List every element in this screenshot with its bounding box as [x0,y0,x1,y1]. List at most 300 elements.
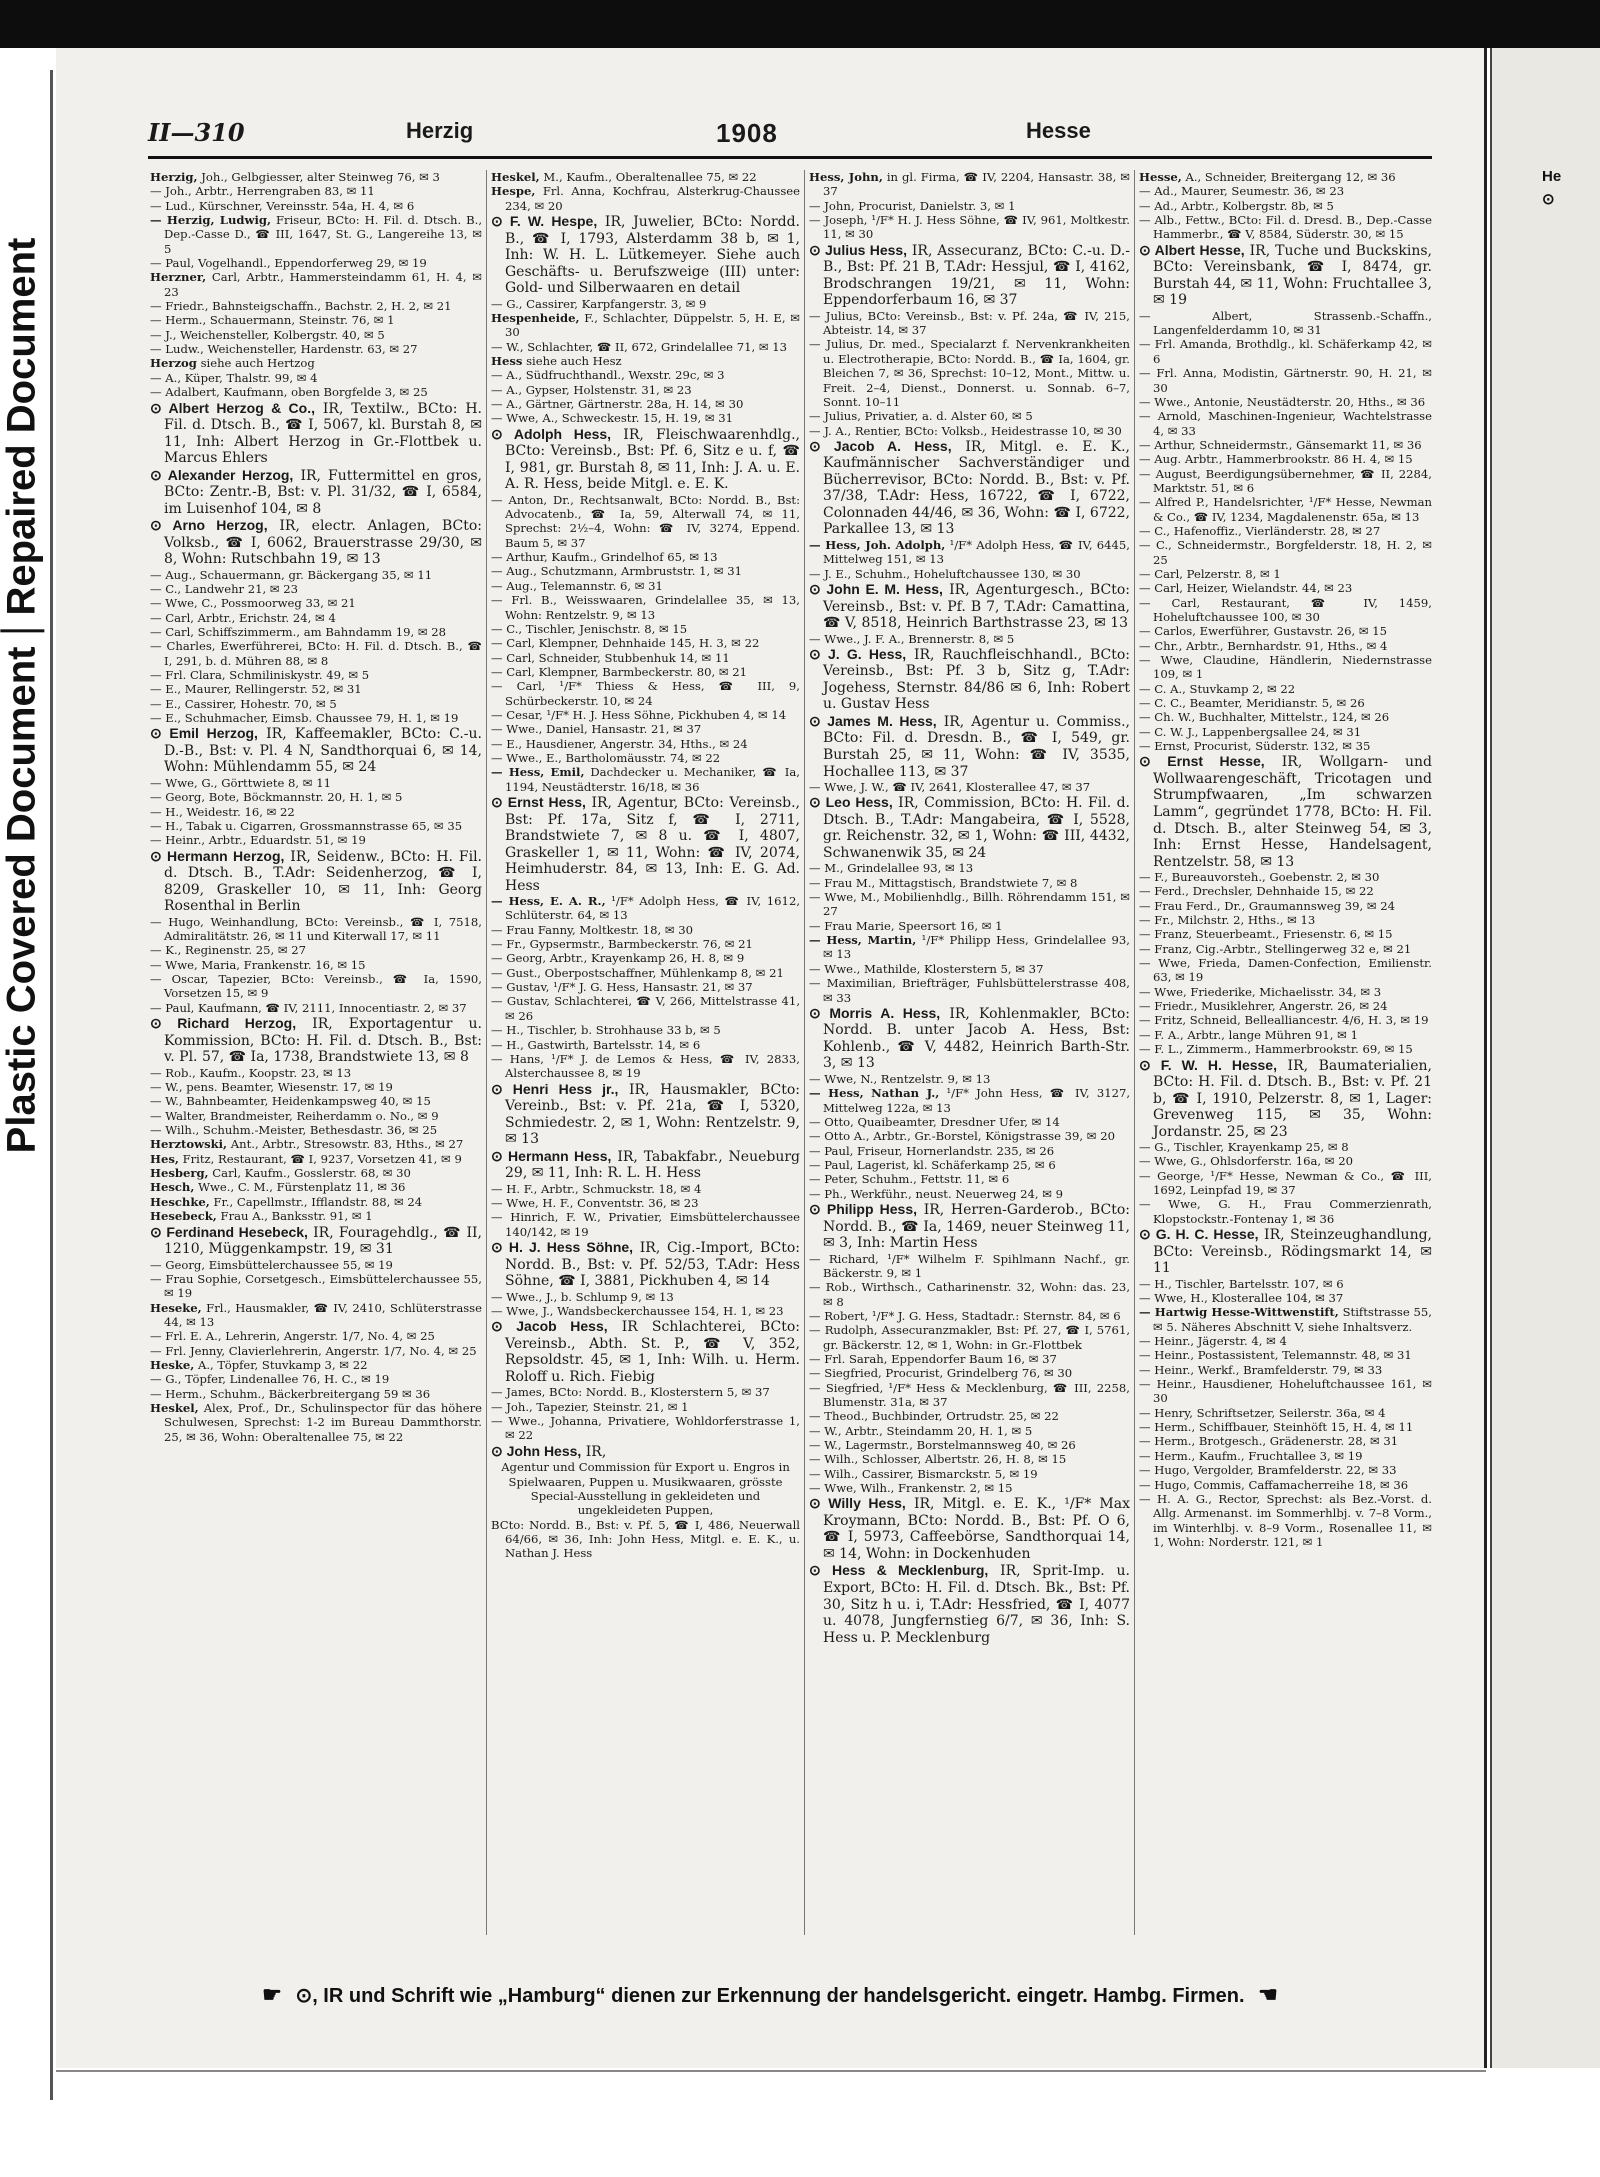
directory-entry [491,765,800,794]
directory-entry [150,725,482,776]
entry-text: — Carlos, Ewerführer, Gustavstr. 26, ✉ 15 [1139,624,1387,639]
entry-text: — Maximilian, Briefträger, Fuhlsbüttelerstrasse 408, ✉ 33 [809,976,1130,1005]
directory-entry [491,894,800,923]
entry-name: ⊙ Julius Hess, [809,241,908,258]
column-4 [1134,170,1436,1935]
entry-name: ⊙ Emil Herzog, [150,725,258,742]
entry-text: — H. A. G., Rector, Sprechst: als Bez.-Vorst. d. Allg. Armenanst. im Sommerhlbj. v. 7–8 Vorm., im Winterhlbj. v. 8–9 Vorm., Rosenallee 11, ✉ 1, Wohn: Norderstr. 121, ✉ 1 [1139,1491,1432,1549]
entry-text: — J., Weichensteller, Kolbergstr. 40, ✉ 5 [150,327,385,342]
directory-entry [809,337,1130,409]
entry-text: — W., pens. Beamter, Wiesenstr. 17, ✉ 19 [150,1080,393,1095]
directory-entry [491,340,800,354]
entry-text: — Robert, ¹/F* J. G. Hess, Stadtadr.: Sternstr. 84, ✉ 6 [809,1308,1121,1323]
entry-text: IR, Tabakfabr., Neueburg 29, ✉ 11, Inh: R. L. H. Hess [505,1148,801,1182]
entry-text: — Wwe., Mathilde, Klosterstern 5, ✉ 37 [809,961,1044,976]
directory-entry [1139,1013,1432,1027]
entry-text: — Paul, Vogelhandl., Eppendorferweg 29, ✉ 19 [150,256,427,271]
entry-text: — Gustav, ¹/F* J. G. Hess, Hansastr. 21, ✉ 37 [491,980,753,995]
entry-text: — E., Cassirer, Hohestr. 70, ✉ 5 [150,696,337,711]
entry-name: — Herzig, Ludwig, [150,213,272,228]
entry-text: — M., Grindelallee 93, ✉ 13 [809,861,974,876]
entry-text: — H. F., Arbtr., Schmuckstr. 18, ✉ 4 [491,1181,702,1196]
directory-entry [150,1209,482,1223]
entry-name: ⊙ Jacob A. Hess, [809,437,952,454]
directory-entry [809,581,1130,632]
entry-name: Hesberg, [150,1166,209,1181]
directory-entry [150,1329,482,1343]
directory-entry [150,1224,482,1258]
entry-text: — H., Weidestr. 16, ✉ 22 [150,804,295,819]
entry-text: A., Töpfer, Stuvkamp 3, ✉ 22 [198,1357,368,1372]
directory-entry [809,424,1130,438]
entry-text: IR, Baumaterialien, BCto: H. Fil. d. Dtsch. B., Bst: v. Pf. 21 b, ☎ I, 1910, Pelzerstr. 8, ✉ 1, Lager: Grevenweg 115, ✉ 35, Wohn: Jordanstr. 25, ✉ 23 [1153,1057,1433,1140]
directory-entry [491,1460,800,1517]
entry-text: Carl, Kaufm., Gosslerstr. 68, ✉ 30 [212,1166,411,1181]
entry-text: — Heinr., Hausdiener, Hoheluftchaussee 161, ✉ 30 [1139,1377,1432,1406]
directory-entry [809,962,1130,976]
entry-text: — Wwe, H. F., Conventstr. 36, ✉ 23 [491,1195,699,1210]
entry-text: — Frl. B., Weisswaaren, Grindelallee 35, ✉ 13, Wohn: Rentzelstr. 9, ✉ 13 [491,593,800,622]
directory-entry [150,467,482,518]
directory-entry [1139,581,1432,595]
directory-entry [1139,1154,1432,1168]
entry-text: — Wwe, G. H., Frau Commerzienrath, Klopstockstr.-Fontenay 1, ✉ 36 [1139,1197,1432,1226]
entry-name: Hesebeck, [150,1209,217,1224]
entry-text: — Aug., Telemannstr. 6, ✉ 31 [491,578,663,593]
directory-entry [150,582,482,596]
page-footer [56,1982,1484,2016]
entry-text: — Joseph, ¹/F* H. J. Hess Söhne, ☎ IV, 961, Moltkestr. 11, ✉ 30 [809,213,1130,242]
entry-text: — Wwe, C., Possmoorweg 33, ✉ 21 [150,596,356,611]
entry-name: Heschke, [150,1194,210,1209]
entry-name: ⊙ Leo Hess, [809,794,893,811]
entry-text: — Oscar, Tapezier, BCto: Vereinsb., ☎ Ia, 1590, Vorsetzen 15, ✉ 9 [150,972,482,1001]
directory-entry [150,256,482,270]
entry-name: ⊙ Philipp Hess, [809,1201,918,1218]
directory-entry [1139,653,1432,682]
directory-entry [491,311,800,340]
entry-text: — J. E., Schuhm., Hoheluftchaussee 130, ✉ 30 [809,566,1081,581]
entry-text: Frau A., Banksstr. 91, ✉ 1 [220,1209,373,1224]
directory-entry [150,1344,482,1358]
entry-text: IR, Fouragehdlg., ☎ II, 1210, Müggenkampstr. 19, ✉ 31 [164,1224,482,1258]
entry-text: — Arthur, Schneidermstr., Gänsemarkt 11, ✉ 36 [1139,437,1422,452]
directory-entry [1139,1140,1432,1154]
directory-entry [809,890,1130,919]
directory-entry [491,1023,800,1037]
entry-text: — Adalbert, Kaufmann, oben Borgfelde 3, ✉ 25 [150,385,428,400]
column-1 [146,170,486,1935]
directory-entry [1139,1363,1432,1377]
directory-entry [491,1081,800,1148]
entry-text: — Aug., Schutzmann, Armbruststr. 1, ✉ 31 [491,564,743,579]
entry-name: — Hess, E. A. R., [491,894,606,909]
entry-text: — W., Schlachter, ☎ II, 672, Grindelallee 71, ✉ 13 [491,339,788,354]
directory-entry [150,1301,482,1330]
entry-text: — Rob., Kaufm., Koopstr. 23, ✉ 13 [150,1065,352,1080]
entry-text: — Fr., Milchstr. 2, Hths., ✉ 13 [1139,913,1316,928]
entry-text: — Heinr., Jägerstr. 4, ✉ 4 [1139,1334,1287,1349]
entry-text: — C., Schneidermstr., Borgfelderstr. 18, H. 2, ✉ 25 [1139,538,1432,567]
directory-entry [150,1137,482,1151]
header-year: 1908 [716,118,778,148]
entry-text: — Gustav, Schlachterei, ☎ V, 266, Mittelstrasse 41, ✉ 26 [491,994,800,1023]
entry-name: ⊙ James M. Hess, [809,712,937,729]
entry-text: IR, Hausmakler, BCto: Vereinb., Bst: v. Pf. 21a, ☎ I, 5320, Schmiedestr. 2, ✉ 1, Wohn: Rentzelstr. 9, ✉ 13 [505,1081,801,1148]
entry-name: ⊙ Richard Herzog, [150,1015,297,1032]
directory-entry [809,1115,1130,1129]
entry-text: — G., Cassirer, Karpfangerstr. 3, ✉ 9 [491,296,707,311]
entry-text: IR, Seidenw., BCto: H. Fil. d. Dtsch. B., T.Adr: Seidenherzog, ☎ I, 8209, Graskeller 10, ✉ 11, Inh: Georg Rosenthal in Berlin [164,848,483,915]
directory-entry [150,517,482,568]
scanner-border [0,0,1600,48]
entry-text: IR, Steinzeughandlung, BCto: Vereinsb., Rödingsmarkt 14, ✉ 11 [1153,1227,1432,1277]
directory-entry [1139,1420,1432,1434]
entry-text: — Frau Sophie, Corsetgesch., Eimsbüttelerchaussee 55, ✉ 19 [150,1271,482,1301]
entry-text: — Carl, Restaurant, ☎ IV, 1459, Hoheluftchaussee 100, ✉ 30 [1139,595,1432,624]
entry-name: — Hess, Emil, [491,765,585,780]
entry-name: ⊙ John Hess, [491,1442,582,1459]
entry-text: — Friedr., Bahnsteigschaffn., Bachstr. 2, H. 2, ✉ 21 [150,299,452,314]
directory-entry [1139,1057,1432,1141]
directory-entry [150,805,482,819]
directory-entry [491,1518,800,1561]
directory-entry [150,848,482,915]
entry-text: — Ludw., Weichensteller, Hardenstr. 63, ✉ 27 [150,342,418,357]
entry-text: IR, Agenturgesch., BCto: Vereinsb., Bst: v. Pf. B 7, T.Adr: Camattina, ☎ V, 8518, Heinrich Barthstrasse 23, ✉ 13 [823,582,1130,632]
entry-text: — Fr., Gypsermstr., Barmbeckerstr. 76, ✉ 21 [491,937,753,952]
entry-text: IR, Assecuranz, BCto: C.-u. D.-B., Bst: Pf. 21 B, T.Adr: Hessjul, ☎ I, 4162, Brodschrangen 19/21, ✉ 11, Wohn: Eppendorferbaum 16, ✉ 37 [823,242,1131,309]
entry-text: — Wwe., J. F. A., Brennerstr. 8, ✉ 5 [809,631,1015,646]
footer-text: ⊙, IR und Schrift wie „Hamburg“ dienen zur Erkennung der handelsgericht. eingetr. Hambg. Firmen. [295,1985,1245,2007]
directory-entry [150,790,482,804]
directory-entry [1139,753,1432,870]
directory-entry [809,1144,1130,1158]
directory-entry [809,1381,1130,1410]
directory-entry [491,170,800,184]
directory-entry [1139,309,1432,338]
entry-text: IR, Cig.-Import, BCto: Nordd. B., Bst: v. Pf. 52/53, T.Adr: Hess Söhne, ☎ I, 3881, Pickhuben 4, ✉ 14 [505,1240,801,1290]
header-left-word: Herzig [406,118,474,143]
directory-entry [1139,1334,1432,1348]
entry-text: — Wwe, J. W., ☎ IV, 2641, Klosterallee 47, ✉ 37 [809,780,1091,795]
directory-entry [809,409,1130,423]
directory-entry [491,383,800,397]
entry-text: — Ferd., Drechsler, Dehnhaide 15, ✉ 22 [1139,884,1374,899]
entry-name: ⊙ Willy Hess, [809,1495,906,1512]
directory-entry [809,1129,1130,1143]
entry-text: — Ch. W., Buchhalter, Mittelstr., 124, ✉ 26 [1139,710,1390,725]
directory-entry [491,751,800,765]
page-header [56,118,1484,158]
entry-text: — Wwe., Antonie, Neustädterstr. 20, Hths., ✉ 36 [1139,394,1426,409]
entry-text: — K., Reginenstr. 25, ✉ 27 [150,943,307,958]
directory-entry [809,780,1130,794]
directory-entry [809,646,1130,713]
directory-entry [150,371,482,385]
entry-name: Hess [491,353,523,368]
entry-name: ⊙ G. H. C. Hesse, [1139,1226,1259,1243]
entry-text: — W., Bahnbeamter, Heidenkampsweg 40, ✉ 15 [150,1094,431,1109]
entry-text: — Ph., Werkführ., neust. Neuerweg 24, ✉ 9 [809,1186,1063,1201]
entry-text: — Wwe., E., Bartholomäusstr. 74, ✉ 22 [491,750,721,765]
directory-entry [1139,538,1432,567]
entry-text: — Anton, Dr., Rechtsanwalt, BCto: Nordd. B., Bst: Advocatenb., ☎ Ia, 59, Alterwall 74, ✉ 11, Sprechst: 2½–4, Wohn: ☎ IV, 3274, Eppend. Baum 5, ✉ 37 [491,492,800,550]
entry-text: — Carl, Schiffszimmerm., am Bahndamm 19, ✉ 28 [150,625,446,640]
directory-entry [809,438,1130,538]
entry-text: — Hans, ¹/F* J. de Lemos & Hess, ☎ IV, 2833, Alsterchaussee 8, ✉ 19 [491,1051,800,1081]
directory-entry [809,861,1130,875]
entry-text: — Wilh., Schuhm.-Meister, Bethesdastr. 36, ✉ 25 [150,1123,438,1138]
directory-entry [491,1038,800,1052]
directory-entry [1139,409,1432,438]
entry-name: ⊙ John E. M. Hess, [809,581,943,597]
entry-text: siehe auch Hesz [526,353,622,368]
entry-text: — E., Schuhmacher, Eimsb. Chaussee 79, H. 1, ✉ 19 [150,711,459,726]
directory-entry [1139,452,1432,466]
entry-text: — Heinr., Postassistent, Telemannstr. 48, ✉ 31 [1139,1348,1412,1363]
entry-name: ⊙ Alexander Herzog, [150,466,294,483]
entry-text: IR, Agentur, BCto: Vereinsb., Bst: Pf. 17a, Sitz f, ☎ I, 2711, Brandstwiete 7, ✉ 8 u. ☎ I, 4807, Graskeller 1, ✉ 11, Wohn: ☎ IV, 2074, Heimhuderstr. 84, ✉ 13, Inh: E. G. Ad. Hess [505,794,801,894]
entry-text: — G., Tischler, Krayenkamp 25, ✉ 8 [1139,1140,1349,1155]
directory-entry [1139,1197,1432,1226]
entry-text: — J. A., Rentier, BCto: Volksb., Heidestrasse 10, ✉ 30 [809,423,1122,438]
entry-text: — Richard, ¹/F* Wilhelm F. Spihlmann Nachf., gr. Bäckerstr. 9, ✉ 1 [809,1251,1130,1280]
directory-entry [491,368,800,382]
directory-entry [491,426,800,493]
entry-text: A., Schneider, Breitergang 12, ✉ 36 [1185,170,1396,184]
directory-entry [491,564,800,578]
entry-name: ⊙ Hermann Herzog, [150,847,285,864]
entry-name: — Hess, Joh. Adolph, [809,537,946,552]
directory-entry [491,397,800,411]
side-label-divider [0,629,44,632]
directory-entry [809,933,1130,962]
entry-text: IR, [585,1443,607,1460]
entry-name: ⊙ H. J. Hess Söhne, [491,1239,634,1256]
entry-text: — Frl. Sarah, Eppendorfer Baum 16, ✉ 37 [809,1351,1057,1366]
entry-text: — Wwe., Johanna, Privatiere, Wohldorferstrasse 1, ✉ 22 [491,1414,800,1443]
entry-text: IR, Mitgl. e. E. K., ¹/F* Max Kroymann, BCto: Nordd. B., Bst: Pf. O 6, ☎ I, 5973, Caffeebörse, Sandthorquai 14, ✉ 14, Wohn: in Dockenhuden [823,1496,1130,1562]
entry-name: Hespe, [491,184,536,199]
entry-name: Herzner, [150,270,207,285]
directory-entry [809,199,1130,213]
directory-entry [1139,999,1432,1013]
directory-entry [1139,467,1432,496]
entry-text: — E., Maurer, Rellingerstr. 52, ✉ 31 [150,682,362,697]
entry-text: — Alfred P., Handelsrichter, ¹/F* Hesse, Newman & Co., ☎ IV, 1234, Magdalenenstr. 65a, ✉ 13 [1139,495,1432,524]
entry-text: — Wwe., Daniel, Hansastr. 21, ✉ 37 [491,722,702,737]
entry-text: IR Schlachterei, BCto: Vereinsb., Abth. St. P., ☎ V, 352, Repsoldstr. 45, ✉ 1, Inh: Wilh. u. Herm. Roloff u. Rich. Fiebig [505,1319,800,1385]
page-bottom-edge [56,2070,1486,2072]
directory-entry [491,1148,800,1182]
entry-text: — Wwe, G., Ohlsdorferstr. 16a, ✉ 20 [1139,1154,1353,1169]
entry-text: — C. A., Stuvkamp 2, ✉ 22 [1139,681,1296,696]
entry-text: — Herm., Schiffbauer, Steinhöft 15, H. 4, ✉ 11 [1139,1420,1414,1435]
directory-entry [809,1409,1130,1423]
directory-entry [150,625,482,639]
directory-entry [150,356,482,370]
directory-entry [809,713,1130,780]
directory-entry [150,1015,482,1066]
directory-entry [1139,199,1432,213]
directory-entry [809,632,1130,646]
entry-text: — H., Tischler, Bartelsstr. 107, ✉ 6 [1139,1276,1344,1291]
entry-text: — Wwe., J., b. Schlump 9, ✉ 13 [491,1289,674,1304]
entry-text: Friseur, BCto: H. Fil. d. Dtsch. B., Dep.-Casse D., ☎ III, 1647, St. G., Langereihe 13, ✉ 5 [164,213,483,256]
entry-text: — Paul, Friseur, Hornerlandstr. 235, ✉ 26 [809,1143,1055,1158]
entry-text: — Otto A., Arbtr., Gr.-Borstel, Königstrasse 39, ✉ 20 [809,1129,1115,1144]
directory-entry [809,1005,1130,1072]
entry-text: — A., Gypser, Holstenstr. 31, ✉ 23 [491,382,692,397]
directory-entry [150,668,482,682]
entry-text: — Hinrich, F. W., Privatier, Eimsbüttelerchaussee 140/142, ✉ 19 [491,1210,800,1239]
next-page-fragment: ⊙ [1542,191,1555,208]
entry-text: Agentur und Commission für Export u. Engros in Spielwaaren, Puppen u. Musikwaaren, grösste Special-Ausstellung in gekleideten und ungekleideten Puppen, [501,1460,790,1518]
entry-text: — Carl, ¹/F* Thiess & Hess, ☎ III, 9, Schürbeckerstr. 10, ✉ 24 [491,679,800,708]
entry-name: Heske, [150,1357,195,1372]
entry-name: — Hartwig Hesse-Wittwenstift, [1139,1305,1339,1320]
directory-entry [809,309,1130,338]
entry-text: — Frl. Clara, Schmiliniskystr. 49, ✉ 5 [150,668,370,683]
directory-entry [491,184,800,213]
directory-entry [150,1001,482,1015]
entry-text: — Julius, Privatier, a. d. Alster 60, ✉ 5 [809,409,1033,424]
directory-entry [1139,170,1432,184]
entry-text: — Theod., Buchbinder, Ortrudstr. 25, ✉ 22 [809,1409,1059,1424]
entry-text: Fr., Capellmstr., Ifflandstr. 88, ✉ 24 [213,1194,423,1209]
directory-entry [809,1366,1130,1380]
entry-text: — Joh., Tapezier, Steinstr. 21, ✉ 1 [491,1399,689,1414]
entry-text: ¹/F* Adolph Hess, ☎ IV, 6445, Mittelweg 151, ✉ 13 [823,537,1130,567]
entry-text: — Frau Ferd., Dr., Graumannsweg 39, ✉ 24 [1139,898,1395,913]
directory-entry [491,636,800,650]
entry-text: IR, Fleischwaarenhdlg., BCto: Vereinsb., Bst: Pf. 6, Sitz e u. f, ☎ I, 981, gr. Burstah 8, ✉ 11, Inh: J. A. u. E. A. R. Hess, beide Mitgl. e. E. K. [505,426,801,493]
entry-name: ⊙ Arno Herzog, [150,517,268,534]
entry-text: — John, Procurist, Danielstr. 3, ✉ 1 [809,198,1016,213]
entry-text: — Frl. Amanda, Brothdlg., kl. Schäferkamp 42, ✉ 6 [1139,337,1432,366]
entry-text: Alex, Prof., Dr., Schulinspector für das höhere Schulwesen, Sprechst: 1-2 im Bureau Dammthorstr. 25, ✉ 36, Wohn: Oberaltenallee 75, ✉ 22 [164,1400,483,1444]
directory-entry [1139,567,1432,581]
directory-entry [150,915,482,944]
directory-entry [1139,213,1432,242]
entry-text: — Paul, Kaufmann, ☎ IV, 2111, Innocentiastr. 2, ✉ 37 [150,1000,467,1015]
directory-entry [1139,1463,1432,1477]
entry-text: — Wwe, J., Wandsbeckerchaussee 154, H. 1, ✉ 23 [491,1303,784,1318]
directory-entry [150,1180,482,1194]
directory-entry [150,270,482,299]
entry-text: — Hugo, Weinhandlung, BCto: Vereinsb., ☎ I, 7518, Admiralitätstr. 26, ✉ 11 und Kiterwall 17, ✉ 11 [150,914,482,944]
directory-entry [491,1414,800,1443]
directory-entry [150,1387,482,1401]
entry-name: ⊙ Morris A. Hess, [809,1004,941,1021]
entry-name: ⊙ J. G. Hess, [809,645,907,662]
column-3 [804,170,1134,1935]
entry-text: — Herm., Schuhm., Bäckerbreitergang 59 ✉ 36 [150,1386,431,1401]
entry-text: — Frl. E. A., Lehrerin, Angerstr. 1/7, No. 4, ✉ 25 [150,1329,435,1344]
directory-entry [150,213,482,256]
directory-entry [150,1372,482,1386]
entry-name: Heskel, [491,170,540,184]
entry-text: IR, Kohlenmakler, BCto: Nordd. B. unter Jacob A. Hess, Bst: Kohlenb., ☎ V, 4482, Heinrich Barth-Str. 3, ✉ 13 [823,1005,1131,1072]
entry-name: ⊙ Ernst Hess, [491,793,586,810]
entry-text: — H., Tischler, b. Strohhause 33 b, ✉ 5 [491,1023,721,1038]
entry-text: IR, Commission, BCto: H. Fil. d. Dtsch. B., T.Adr: Mangabeira, ☎ I, 5528, gr. Reichenstr. 32, ✉ 1, Wohn: ☎ III, 4432, Schwanenwik 35, ✉ 24 [823,795,1130,861]
directory-entry [1139,366,1432,395]
directory-entry [491,1318,800,1385]
directory-entry [491,213,800,297]
directory-entry [150,972,482,1001]
entry-name: ⊙ Hess & Mecklenburg, [809,1562,989,1579]
entry-text: — James, BCto: Nordd. B., Klosterstern 5, ✉ 37 [491,1385,770,1400]
entry-text: — Carl, Klempner, Barmbeckerstr. 80, ✉ 21 [491,664,747,679]
directory-entry [1139,1348,1432,1362]
entry-name: Herzig, [150,170,198,184]
directory-entry [150,313,482,327]
entry-text: — Carl, Arbtr., Erichstr. 24, ✉ 4 [150,610,336,625]
directory-entry [150,400,482,467]
entry-text: IR, Agentur u. Commiss., BCto: Fil. d. Dresdn. B., ☎ I, 549, gr. Burstah 25, ✉ 11, Wohn: ☎ IV, 3535, Hochallee 113, ✉ 37 [823,713,1130,780]
directory-entry [491,923,800,937]
entry-text: ¹/F* John Hess, ☎ IV, 3127, Mittelweg 122a, ✉ 13 [823,1086,1131,1115]
entry-text: — H., Tabak u. Cigarren, Grossmannstrasse 65, ✉ 35 [150,819,463,834]
entry-text: — Charles, Ewerführerei, BCto: H. Fil. d. Dtsch. B., ☎ I, 291, b. d. Mühren 88, ✉ 8 [150,639,482,668]
directory-entry [1139,639,1432,653]
entry-text: IR, electr. Anlagen, BCto: Volksb., ☎ I, 6062, Brauerstrasse 29/30, ✉ 8, Wohn: Rutschbahn 19, ✉ 13 [164,518,483,568]
directory-entry [150,833,482,847]
entry-text: — Carl, Klempner, Dehnhaide 145, H. 3, ✉ 22 [491,636,760,651]
entry-text: Frl., Hausmakler, ☎ IV, 2410, Schlüterstrasse 44, ✉ 13 [164,1300,482,1329]
binding-rule [50,70,53,2100]
entry-text: Frl. Anna, Kochfrau, Alsterkrug-Chaussee 234, ✉ 20 [505,184,800,213]
entry-text: — C. W. J., Lappenbergsallee 24, ✉ 31 [1139,724,1362,739]
directory-entry [1139,337,1432,366]
pointing-hand-right-icon: ☚ [1258,1982,1278,2007]
entry-name: Herztowski, [150,1137,228,1152]
directory-columns [146,170,1436,1935]
directory-entry [1139,682,1432,696]
entry-text: — Hugo, Commis, Caffamacherreihe 18, ✉ 36 [1139,1477,1409,1492]
directory-entry [809,1452,1130,1466]
entry-text: — Wwe, G., Görttwiete 8, ✉ 11 [150,775,331,790]
entry-text: — Chr., Arbtr., Bernhardstr. 91, Hths., ✉ 4 [1139,638,1388,653]
directory-entry [809,538,1130,567]
entry-text: — Wwe, Frieda, Damen-Confection, Emilienstr. 63, ✉ 19 [1139,956,1432,985]
directory-entry [809,567,1130,581]
directory-entry [150,943,482,957]
directory-entry [150,1080,482,1094]
directory-entry [809,1086,1130,1115]
directory-entry [809,1158,1130,1172]
directory-entry [809,876,1130,890]
directory-entry [1139,1291,1432,1305]
entry-text: — Otto, Quaibeamter, Dresdner Ufer, ✉ 14 [809,1114,1060,1129]
entry-text: — Wwe, M., Mobilienhdlg., Billh. Röhrendamm 151, ✉ 27 [809,890,1130,919]
entry-name: ⊙ Ernst Hesse, [1139,753,1265,770]
entry-text: — Herm., Schauermann, Steinstr. 76, ✉ 1 [150,313,395,328]
directory-entry [491,493,800,550]
directory-entry [491,1400,800,1414]
entry-text: — C. C., Beamter, Meridianstr. 5, ✉ 26 [1139,696,1365,711]
directory-entry [1139,1042,1432,1056]
entry-text: — W., Lagermstr., Borstelmannsweg 40, ✉ 26 [809,1438,1076,1453]
directory-entry [150,1109,482,1123]
entry-text: IR, Mitgl. e. E. K., Kaufmännischer Sachverständiger und Bücherrevisor, BCto: Nordd. B., Bst: v. Pf. 37/38, T.Adr: Hess, 16722, ☎ I, 6722, Colonnaden 44/46, ✉ 36, Wohn: ☎ I, 6722, Parkallee 13, ✉ 13 [823,438,1131,538]
page-number: II—310 [148,118,245,147]
entry-text: — Fritz, Schneid, Bellealliancestr. 4/6, H. 3, ✉ 19 [1139,1013,1429,1028]
entry-text: — Rudolph, Assecuranzmakler, Bst: Pf. 27, ☎ I, 5761, gr. Bäckerstr. 12, ✉ 1, Wohn: in Gr.-Flottbek [809,1323,1130,1352]
directory-entry [1139,596,1432,625]
